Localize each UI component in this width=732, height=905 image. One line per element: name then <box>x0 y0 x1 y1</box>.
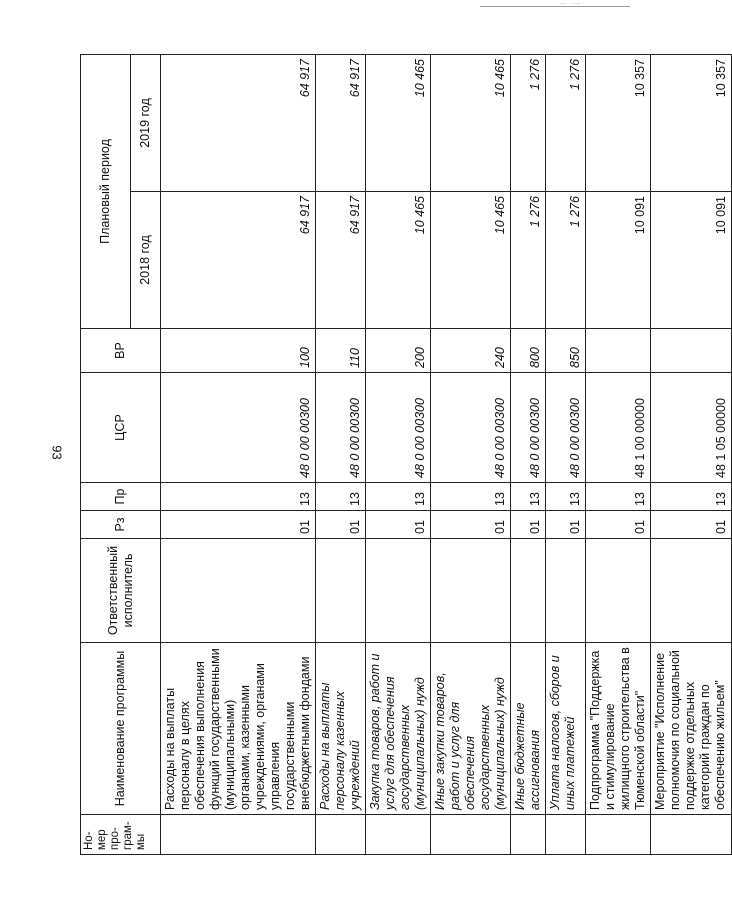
row-csr: 48 1 05 00000 <box>651 373 732 483</box>
row-rz: 01 <box>586 511 651 539</box>
table-row <box>511 54 546 854</box>
row-number <box>546 815 586 855</box>
row-name: Иные закупки товаров, работ и услуг для обеспечения государственных (муниципальных) нужд <box>431 643 511 815</box>
row-pr: 13 <box>586 483 651 511</box>
row-number <box>511 815 546 855</box>
row-name: Закупка товаров, работ и услуг для обеспечения государственных (муниципальных) нужд <box>366 643 431 815</box>
row-2018: 1 276 <box>511 192 546 329</box>
row-number <box>651 815 732 855</box>
row-pr: 13 <box>316 483 366 511</box>
row-csr: 48 1 00 00000 <box>586 373 651 483</box>
row-rz: 01 <box>161 511 316 539</box>
row-csr: 48 0 00 00300 <box>161 373 316 483</box>
table-row <box>431 54 511 854</box>
row-2018: 10 465 <box>366 192 431 329</box>
budget-table <box>80 54 732 855</box>
row-2019: 10 357 <box>586 54 651 191</box>
header-number: Но-мер про-грам-мы <box>81 815 161 855</box>
row-vr: 100 <box>161 329 316 373</box>
row-csr: 48 0 00 00300 <box>546 373 586 483</box>
rotated-table-wrapper <box>80 55 728 855</box>
row-pr: 13 <box>511 483 546 511</box>
row-2019: 10 357 <box>651 54 732 191</box>
table-row <box>546 54 586 854</box>
row-name: Подпрограмма "Поддержка и стимулирование жилищного строительства в Тюменской области" <box>586 643 651 815</box>
row-responsible <box>161 539 316 643</box>
row-responsible <box>366 539 431 643</box>
row-responsible <box>651 539 732 643</box>
row-name: Иные бюджетные ассигнования <box>511 643 546 815</box>
row-responsible <box>431 539 511 643</box>
table-row <box>651 54 732 854</box>
row-pr: 13 <box>161 483 316 511</box>
row-number <box>316 815 366 855</box>
row-pr: 13 <box>366 483 431 511</box>
row-name: Расходы на выплаты персоналу казенных учреждений <box>316 643 366 815</box>
row-csr: 48 0 00 00300 <box>431 373 511 483</box>
row-number <box>366 815 431 855</box>
table-row <box>586 54 651 854</box>
row-2019: 64 917 <box>161 54 316 191</box>
row-2019: 10 465 <box>366 54 431 191</box>
row-csr: 48 0 00 00300 <box>316 373 366 483</box>
row-2019: 1 276 <box>546 54 586 191</box>
table-row <box>316 54 366 854</box>
row-name: Уплата налогов, сборов и иных платежей <box>546 643 586 815</box>
stamp-line <box>480 6 630 7</box>
row-name: Мероприятие "Исполнение полномочия по социальной поддержке отдельных категорий граждан по обеспечению жильем" <box>651 643 732 815</box>
row-2018: 64 917 <box>161 192 316 329</box>
row-number <box>161 815 316 855</box>
row-vr: 850 <box>546 329 586 373</box>
row-pr: 13 <box>651 483 732 511</box>
row-csr: 48 0 00 00300 <box>511 373 546 483</box>
header-planned-period: Плановый период <box>81 54 131 328</box>
page-number: 93 <box>49 445 65 460</box>
row-2019: 10 465 <box>431 54 511 191</box>
header-vr: ВР <box>81 329 161 373</box>
row-pr: 13 <box>546 483 586 511</box>
row-vr <box>586 329 651 373</box>
row-rz: 01 <box>431 511 511 539</box>
faint-stamp: — · — · <box>560 0 585 7</box>
row-vr: 240 <box>431 329 511 373</box>
row-2019: 64 917 <box>316 54 366 191</box>
table-row <box>366 54 431 854</box>
row-rz: 01 <box>316 511 366 539</box>
row-rz: 01 <box>651 511 732 539</box>
row-name: Расходы на выплаты персоналу в целях обеспечения выполнения функций государственными (муниципальными) органами, казенными учреждениями, органами управления государственными внебюджетными фондами <box>161 643 316 815</box>
row-vr: 800 <box>511 329 546 373</box>
row-pr: 13 <box>431 483 511 511</box>
row-responsible <box>511 539 546 643</box>
row-responsible <box>316 539 366 643</box>
row-2018: 64 917 <box>316 192 366 329</box>
header-2019: 2019 год <box>131 54 161 191</box>
row-number <box>586 815 651 855</box>
row-rz: 01 <box>511 511 546 539</box>
header-csr: ЦСР <box>81 373 161 483</box>
row-vr: 200 <box>366 329 431 373</box>
row-vr: 110 <box>316 329 366 373</box>
row-rz: 01 <box>366 511 431 539</box>
row-number <box>431 815 511 855</box>
header-2018: 2018 год <box>131 192 161 329</box>
row-2018: 10 091 <box>651 192 732 329</box>
row-responsible <box>586 539 651 643</box>
header-responsible: Ответственный исполнитель <box>81 539 161 643</box>
header-pr: Пр <box>81 483 161 511</box>
row-2019: 1 276 <box>511 54 546 191</box>
header-rz: Рз <box>81 511 161 539</box>
header-program-name: Наименование программы <box>81 643 161 815</box>
row-rz: 01 <box>546 511 586 539</box>
row-vr <box>651 329 732 373</box>
row-2018: 1 276 <box>546 192 586 329</box>
row-2018: 10 465 <box>431 192 511 329</box>
table-row <box>161 54 316 854</box>
row-2018: 10 091 <box>586 192 651 329</box>
row-csr: 48 0 00 00300 <box>366 373 431 483</box>
row-responsible <box>546 539 586 643</box>
